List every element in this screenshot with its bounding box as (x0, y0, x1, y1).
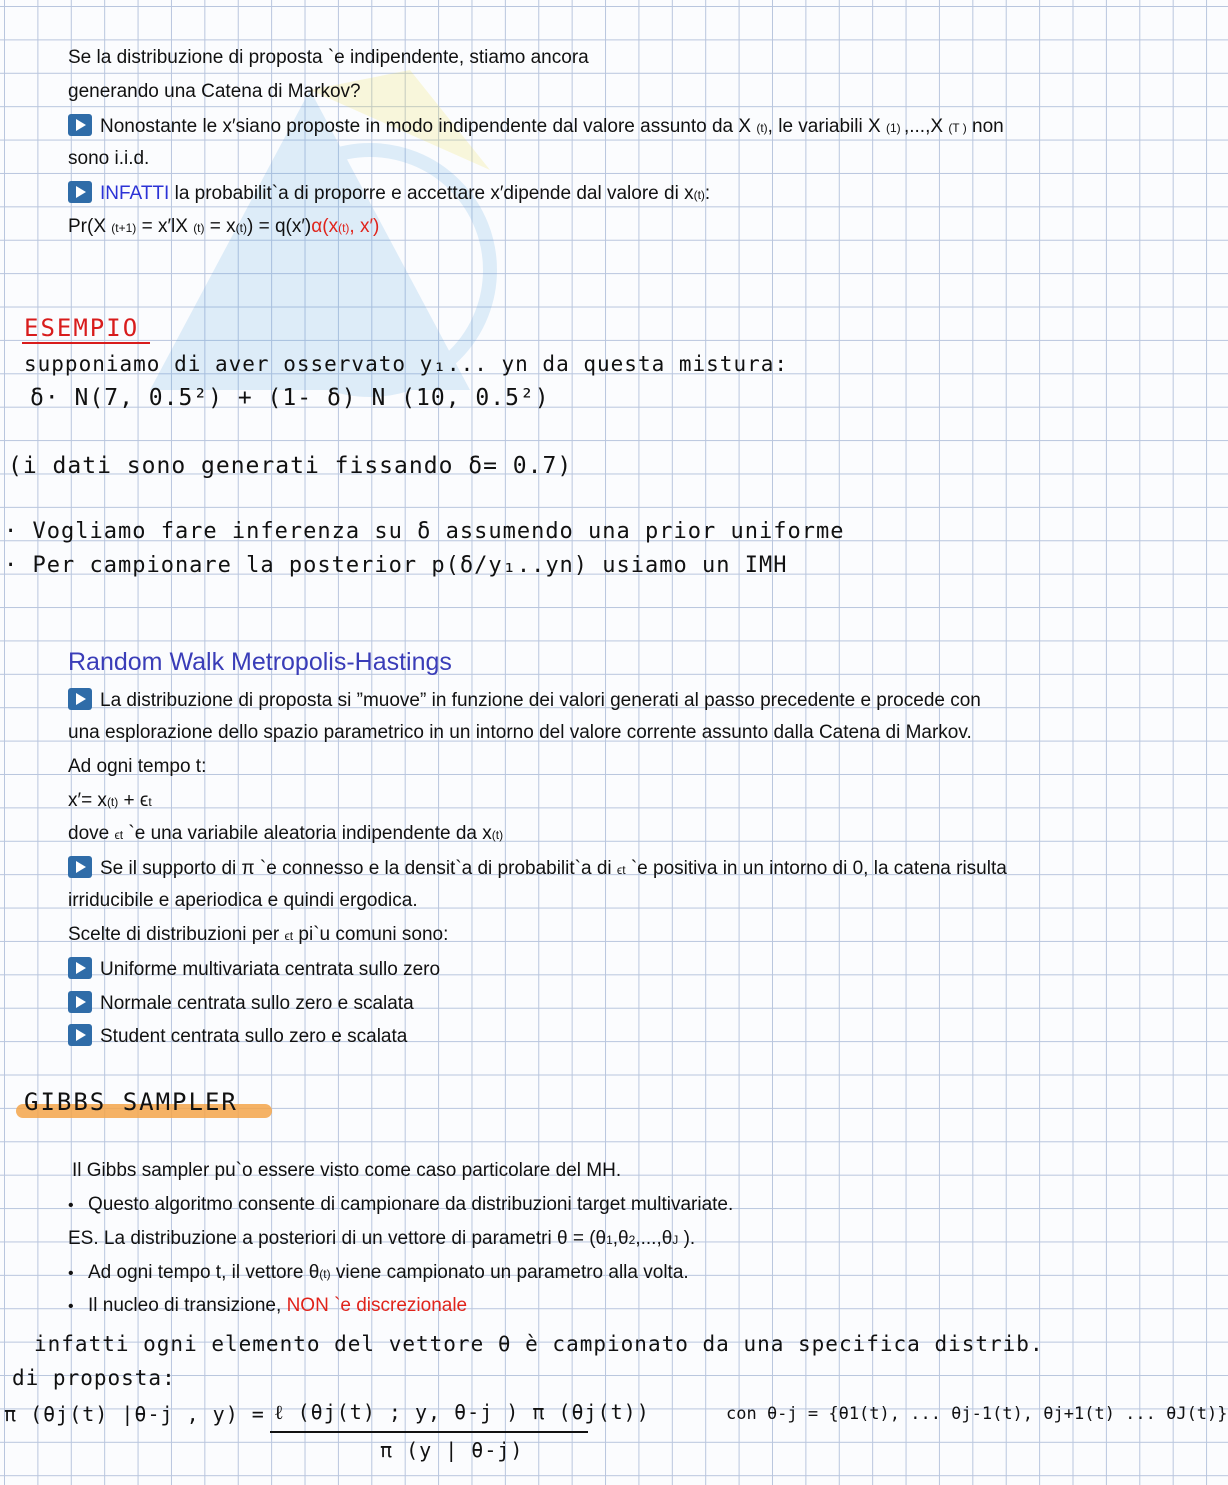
handwritten-definition: con θ-j = {θ1(t), ... θj-1(t), θj+1(t) ... θJ(t)} (726, 1404, 1228, 1424)
text-line: Il Gibbs sampler pu`o essere visto come caso particolare del MH. (72, 1160, 622, 1181)
bullet-dot-icon: • (68, 1197, 74, 1214)
handwritten-line: infatti ogni elemento del vettore θ è campionato da una specifica distrib. (34, 1332, 1044, 1356)
text-line: ES. La distribuzione a posteriori di un vettore di parametri θ = (θ1,θ2,...,θJ ). (68, 1228, 696, 1249)
fraction-bar (270, 1431, 588, 1433)
bullet-item: • Questo algoritmo consente di campionare da distribuzioni target multivariate. (68, 1193, 733, 1218)
gibbs-title: GIBBS SAMPLER (24, 1088, 238, 1116)
bullet-item: • Ad ogni tempo t, il vettore θ(t) viene campionato un parametro alla volta. (68, 1261, 689, 1286)
list-item: Student centrata sullo zero e scalata (68, 1024, 407, 1049)
text-line: una esplorazione dello spazio parametrico in un intorno del valore corrente assunto dalla Catena di Markov. (68, 722, 972, 743)
play-arrow-icon (68, 181, 92, 203)
handwritten-line: di proposta: (12, 1366, 176, 1390)
text-line: Se la distribuzione di proposta `e indipendente, stiamo ancora (68, 47, 589, 68)
play-arrow-icon (68, 991, 92, 1013)
esempio-title: ESEMPIO (24, 314, 140, 342)
section-heading: Random Walk Metropolis-Hastings (68, 648, 452, 676)
arrow-paragraph: Se il supporto di π `e connesso e la densit`a di probabilit`a di ϵt `e positiva in un intorno di 0, la catena risulta (68, 856, 1007, 882)
list-item: Normale centrata sullo zero e scalata (68, 991, 414, 1016)
text-line: Scelte di distribuzioni per ϵt pi`u comuni sono: (68, 924, 449, 945)
text-line: dove ϵt `e una variabile aleatoria indipendente da x(t) (68, 823, 504, 844)
play-arrow-icon (68, 1024, 92, 1046)
formula-line: Pr(X (t+1) = x′lX (t) = x(t)) = q(x′)α(x(t), x′) (68, 216, 380, 237)
title-underline (22, 342, 150, 344)
bullet-item: • Il nucleo di transizione, NON `e discrezionale (68, 1294, 467, 1319)
play-arrow-icon (68, 114, 92, 136)
handwritten-line: supponiamo di aver osservato y₁... yn da questa mistura: (24, 352, 789, 376)
bullet-dot-icon: • (68, 1265, 74, 1282)
text-line: sono i.i.d. (68, 148, 150, 169)
list-item: Uniforme multivariata centrata sullo zero (68, 957, 440, 982)
text-line: irriducibile e aperiodica e quindi ergodica. (68, 890, 418, 911)
text-line: generando una Catena di Markov? (68, 81, 361, 102)
handwritten-line: (i dati sono generati fissando δ= 0.7) (8, 453, 573, 479)
arrow-paragraph: Nonostante le x′siano proposte in modo indipendente dal valore assunto da X (t), le variabili X (1) ,...,X (T ) non (68, 114, 1004, 140)
play-arrow-icon (68, 688, 92, 710)
handwritten-formula: δ· N(7, 0.5²) + (1- δ) N (10, 0.5²) (30, 385, 550, 411)
play-arrow-icon (68, 957, 92, 979)
arrow-paragraph: INFATTI la probabilit`a di proporre e accettare x′dipende dal valore di x(t): (68, 181, 710, 207)
bullet-dot-icon: • (68, 1298, 74, 1315)
handwritten-line: · Per campionare la posterior p(δ/y₁..yn) usiamo un IMH (4, 553, 788, 578)
play-arrow-icon (68, 856, 92, 878)
handwritten-formula-lhs: π (θj(t) |θ-j , y) = (4, 1402, 265, 1426)
text-line: Ad ogni tempo t: (68, 756, 207, 777)
formula-line: x′= x(t) + ϵt (68, 790, 152, 811)
arrow-paragraph: La distribuzione di proposta si ”muove” in funzione dei valori generati al passo precedente e procede con (68, 688, 981, 713)
handwritten-line: · Vogliamo fare inferenza su δ assumendo una prior uniforme (4, 519, 845, 544)
handwritten-denominator: π (y | θ-j) (380, 1438, 524, 1462)
handwritten-numerator: ℓ (θj(t) ; y, θ-j ) π (θj(t)) (274, 1400, 650, 1424)
infatti-keyword: INFATTI (100, 183, 170, 204)
